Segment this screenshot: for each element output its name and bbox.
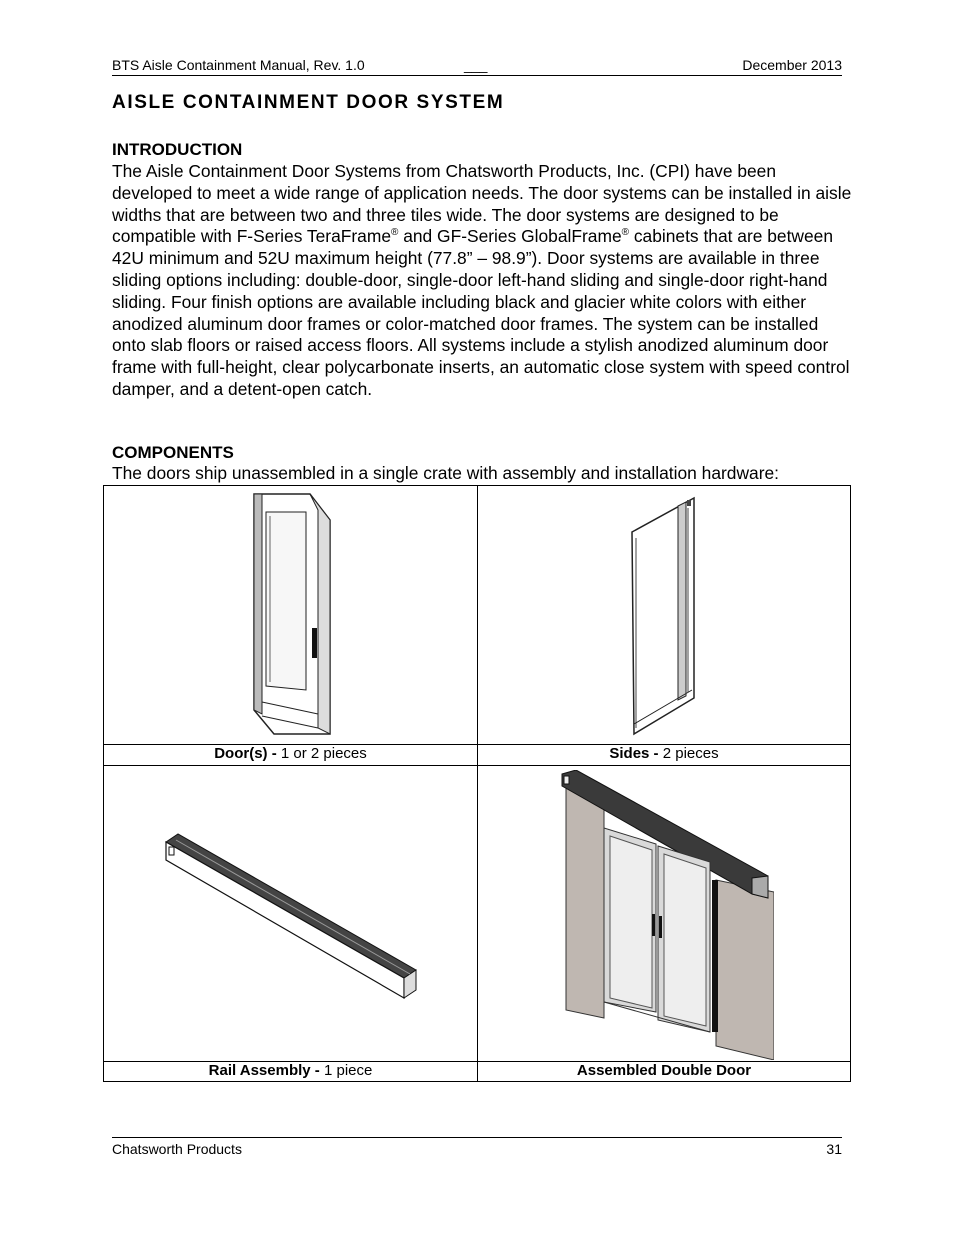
page-footer <box>112 1137 842 1157</box>
registered-mark: ® <box>391 227 399 239</box>
page-title: AISLE CONTAINMENT DOOR SYSTEM <box>112 92 505 113</box>
rail-assembly-figure <box>160 830 420 1000</box>
registered-mark: ® <box>621 227 630 239</box>
introduction-paragraph: The Aisle Containment Door Systems from Chatsworth Products, Inc. (CPI) have been developed to meet a wide range of application needs. The door systems can be installed in aisle widths that are between two and three tiles wide. The door systems are designed to be compatible with F-Series TeraFrame® and GF-Series GlobalFrame® cabinets that are between 42U minimum and 52U maximum height (77.8” – 98.9”). Door systems are available in three sliding options including: double-door, single-door left-hand sliding and single-door right-hand sliding. Four finish options are available including black and glacier white colors with either anodized aluminum door frames or color-matched door frames. The system can be installed onto slab floors or raised access floors. All systems include a stylish anodized aluminum door frame with full-height, clear polycarbonate inserts, an automatic close system with speed control damper, and a detent-open catch. <box>112 161 852 399</box>
assembled-double-door-figure <box>552 770 774 1060</box>
header-date: December 2013 <box>742 57 842 73</box>
caption-rail-assembly: Rail Assembly - 1 piece <box>208 1062 373 1079</box>
caption-doors: Door(s) - 1 or 2 pieces <box>214 745 367 762</box>
header-rule-mark: ___ <box>464 57 488 73</box>
caption-sides: Sides - 2 pieces <box>609 745 719 762</box>
introduction-heading: INTRODUCTION <box>112 140 243 159</box>
header-manual-title: BTS Aisle Containment Manual, Rev. 1.0 <box>112 57 365 73</box>
caption-assembled-double-door: Assembled Double Door <box>576 1062 752 1079</box>
components-intro: The doors ship unassembled in a single crate with assembly and installation hardware: <box>112 463 780 483</box>
components-heading: COMPONENTS <box>112 443 234 462</box>
door-figure <box>240 490 340 740</box>
page-number: 31 <box>826 1141 842 1157</box>
side-panels-figure <box>628 492 700 742</box>
page-header <box>112 55 842 76</box>
footer-company: Chatsworth Products <box>112 1141 242 1157</box>
